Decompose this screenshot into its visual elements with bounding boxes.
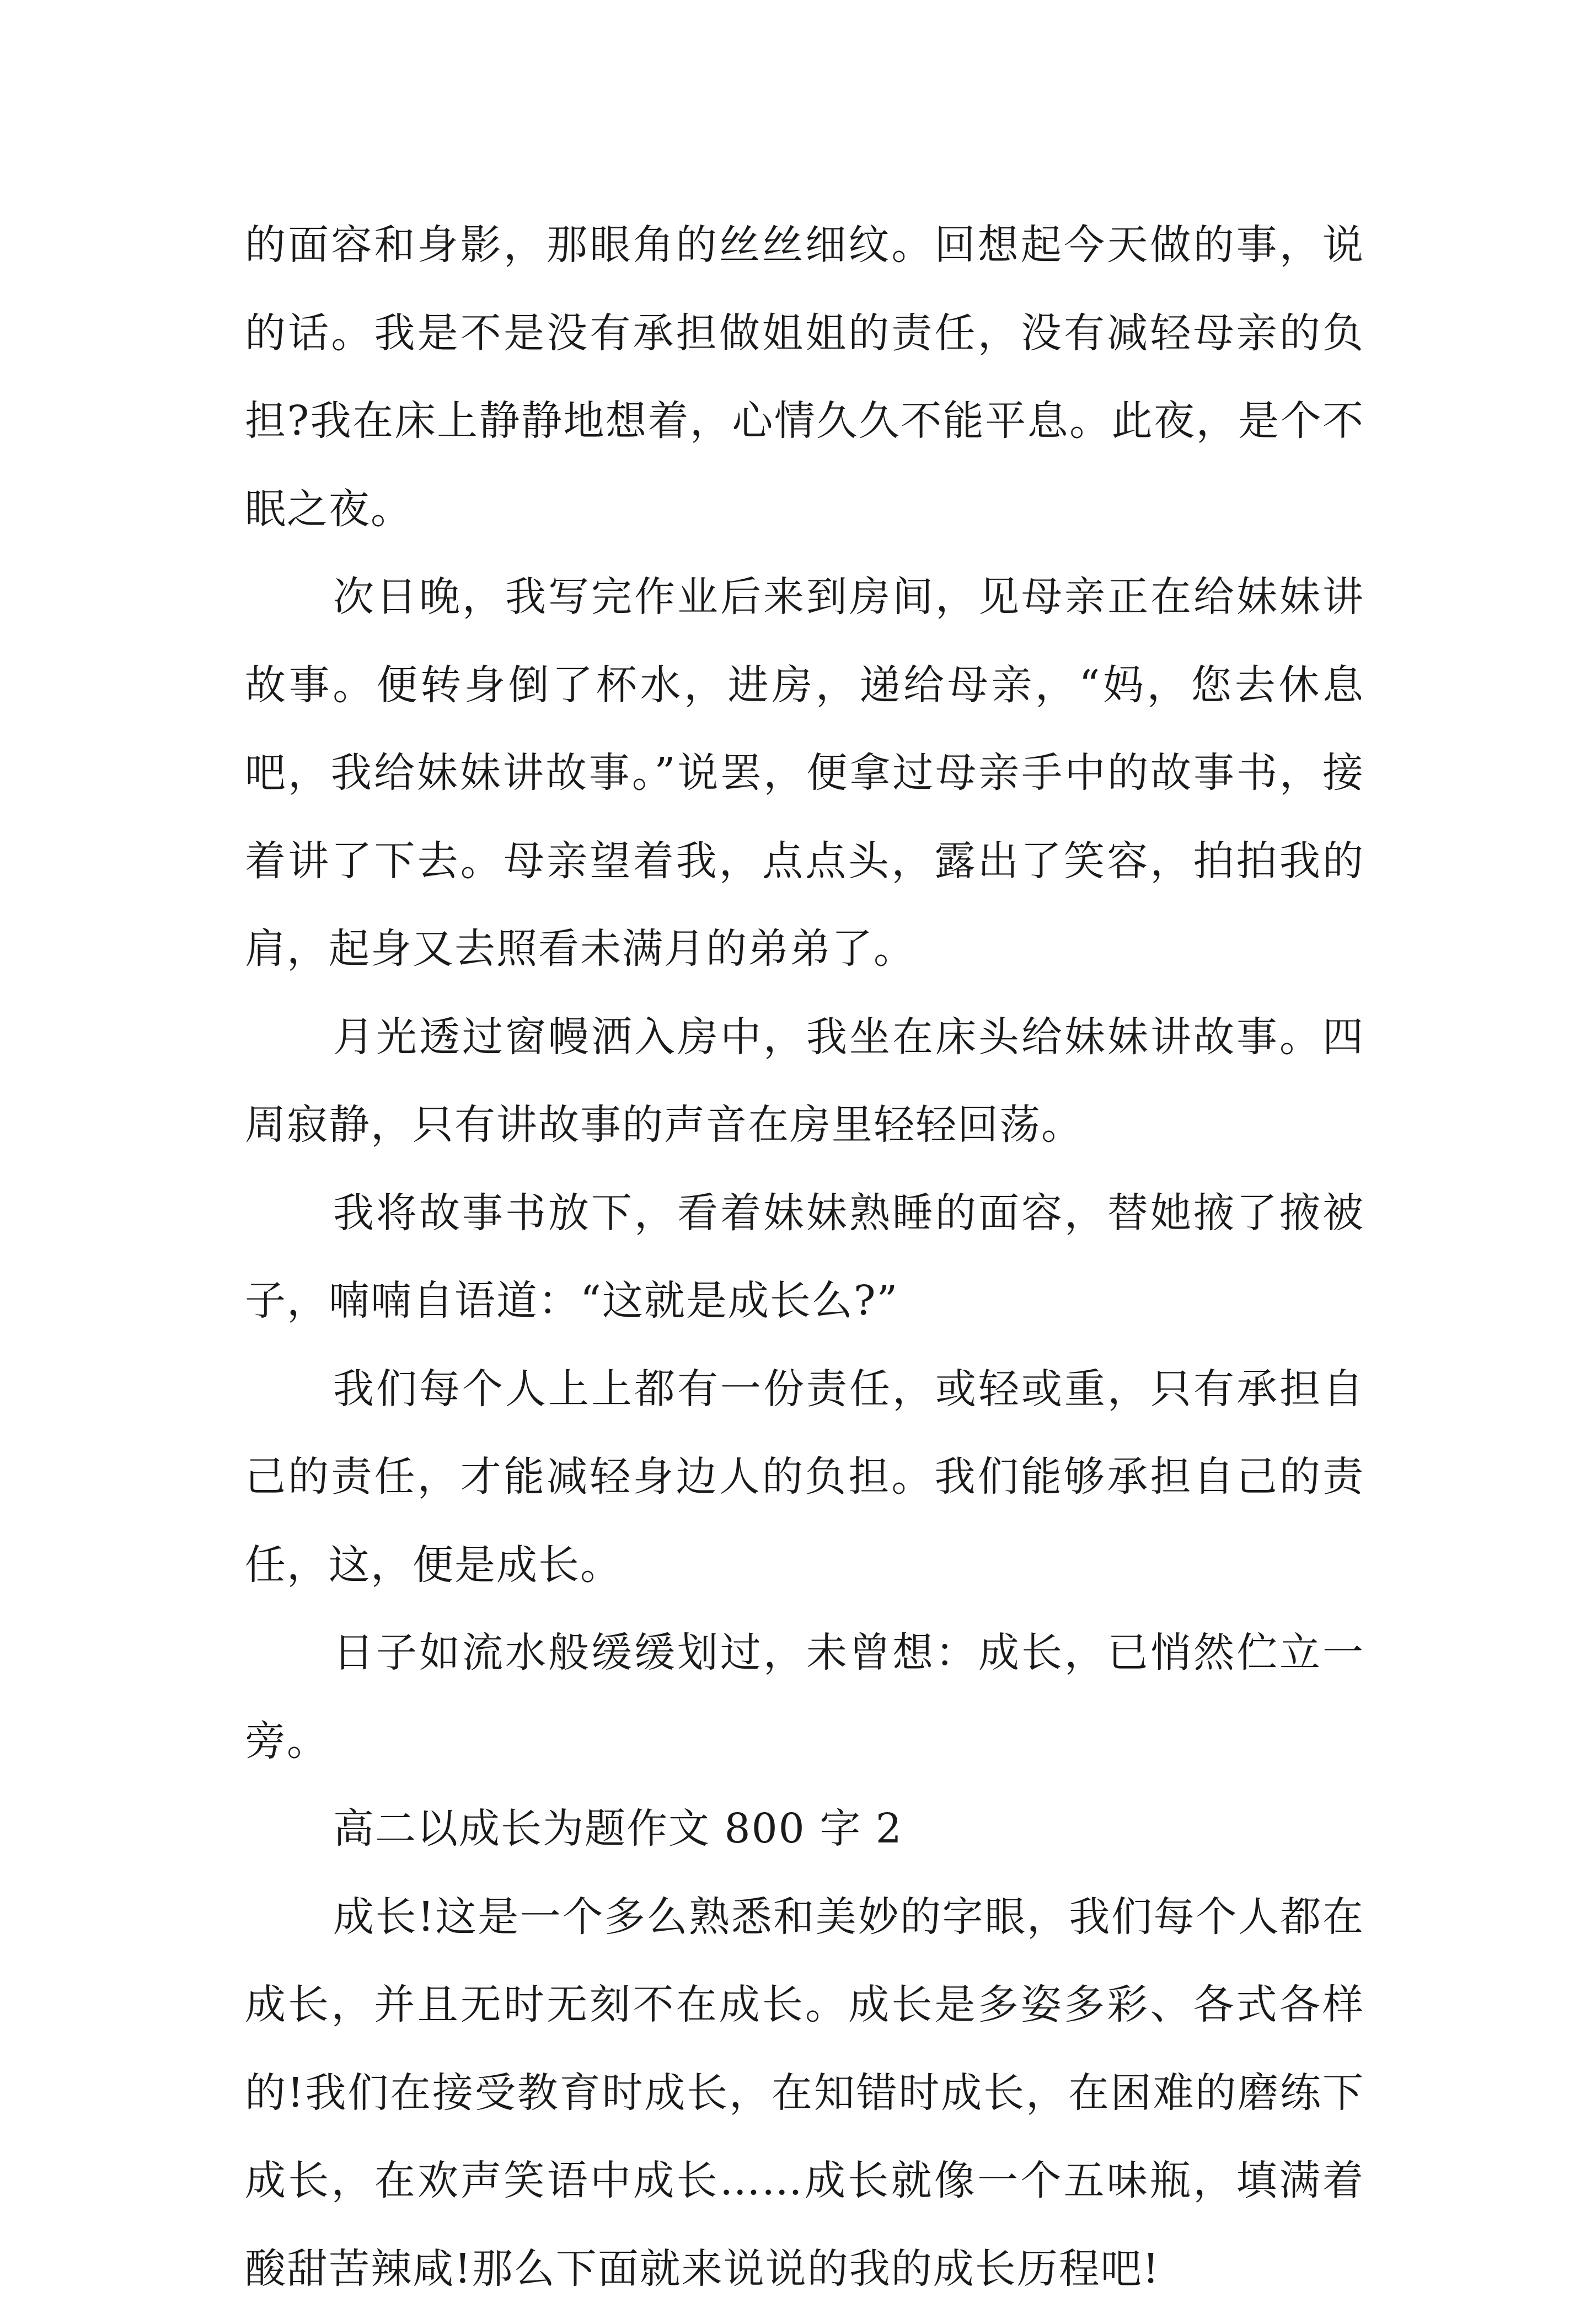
paragraph: 日子如流水般缓缓划过，未曾想：成长，已悄然伫立一旁。 — [245, 1609, 1364, 1785]
paragraph: 我们每个人上上都有一份责任，或轻或重，只有承担自己的责任，才能减轻身边人的负担。我们能够承担自己的责任，这，便是成长。 — [245, 1345, 1364, 1610]
paragraph: 成长!这是一个多么熟悉和美妙的字眼，我们每个人都在成长，并且无时无刻不在成长。成长是多姿多彩、各式各样的!我们在接受教育时成长，在知错时成长，在困难的磨练下成长，在欢声笑语中成长……成长就像一个五味瓶，填满着酸甜苦辣咸!那么下面就来说说的我的成长历程吧! — [245, 1873, 1364, 2313]
section-heading: 高二以成长为题作文 800 字 2 — [245, 1785, 1364, 1873]
paragraph: 次日晚，我写完作业后来到房间，见母亲正在给妹妹讲故事。便转身倒了杯水，进房，递给母亲，“妈，您去休息吧，我给妹妹讲故事。”说罢，便拿过母亲手中的故事书，接着讲了下去。母亲望着我，点点头，露出了笑容，拍拍我的肩，起身又去照看未满月的弟弟了。 — [245, 553, 1364, 993]
paragraph: 月光透过窗幔洒入房中，我坐在床头给妹妹讲故事。四周寂静，只有讲故事的声音在房里轻轻回荡。 — [245, 993, 1364, 1169]
paragraph: 我将故事书放下，看着妹妹熟睡的面容，替她掖了掖被子，喃喃自语道：“这就是成长么?” — [245, 1169, 1364, 1345]
paragraph: 的面容和身影，那眼角的丝丝细纹。回想起今天做的事，说的话。我是不是没有承担做姐姐的责任，没有减轻母亲的负担?我在床上静静地想着，心情久久不能平息。此夜，是个不眠之夜。 — [245, 201, 1364, 553]
essay-body — [245, 201, 1364, 2313]
